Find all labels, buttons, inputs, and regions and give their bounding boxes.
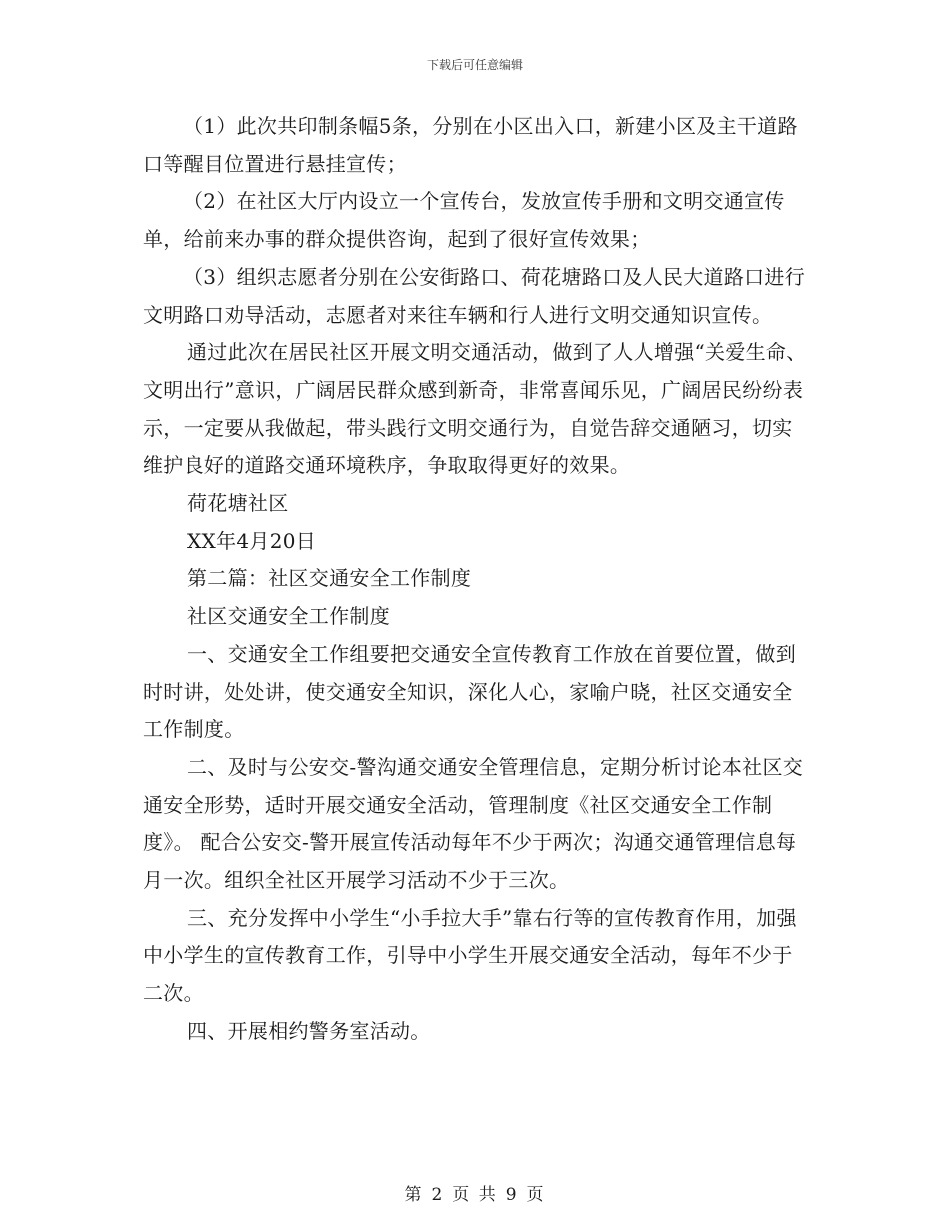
page-label: 第 — [404, 1185, 424, 1205]
paragraph-summary: 通过此次在居民社区开展文明交通活动，做到了人人增强“关爱生命、文明出行”意识，广阔居民群众感到新奇，非常喜闻乐见，广阔居民纷纷表示，一定要从我做起，带头践行文明交通行为，自觉告辞交通陋习，切实维护良好的道路交通环境秩序，争取取得更好的效果。 — [143, 340, 807, 478]
page-total: 9 — [505, 1185, 519, 1205]
signature-date: XX年4月20日 — [187, 528, 317, 553]
document-body — [143, 108, 808, 1051]
page-of-label: 页 共 — [452, 1185, 498, 1205]
signature-community: 荷花塘社区 — [187, 491, 289, 516]
rule-item-2: 二、及时与公安交-警沟通交通安全管理信息，定期分析讨论本社区交通安全形势，适时开展交通安全活动，管理制度《社区交通安全工作制度》。 配合公安交-警开展宣传活动每年不少于两次；沟通交通管理信息每月一次。组织全社区开展学习活动不少于三次。 — [143, 754, 804, 893]
page-header: 下载后可任意编辑 — [426, 58, 523, 72]
page-footer — [0, 1180, 950, 1205]
rule-item-1: 一、交通安全工作组要把交通安全宣传教育工作放在首要位置，做到时时讲，处处讲，使交通安全知识，深化人心，家喻户晓，社区交通安全工作制度。 — [143, 641, 796, 742]
paragraph-item-2: （2）在社区大厅内设立一个宣传台，发放宣传手册和文明交通宣传单，给前来办事的群众提供咨询，起到了很好宣传效果； — [143, 189, 785, 252]
paragraph-item-3: （3）组织志愿者分别在公安街路口、荷花塘路口及人民大道路口进行文明路口劝导活动，志愿者对来往车辆和行人进行文明交通知识宣传。 — [143, 264, 806, 327]
page-current: 2 — [431, 1185, 445, 1205]
page-end-label: 页 — [526, 1185, 546, 1205]
section-title: 第二篇：社区交通安全工作制度 — [187, 566, 472, 591]
rule-item-4: 四、开展相约警务室活动。 — [187, 1018, 431, 1043]
rule-item-3: 三、充分发挥中小学生“小手拉大手”靠右行等的宣传教育作用，加强中小学生的宣传教育工作，引导中小学生开展交通安全活动，每年不少于二次。 — [143, 905, 797, 1006]
paragraph-item-1: （1）此次共印制条幅5条，分别在小区出入口，新建小区及主干道路口等醒目位置进行悬挂宣传； — [143, 114, 798, 176]
document-title: 社区交通安全工作制度 — [187, 604, 390, 629]
